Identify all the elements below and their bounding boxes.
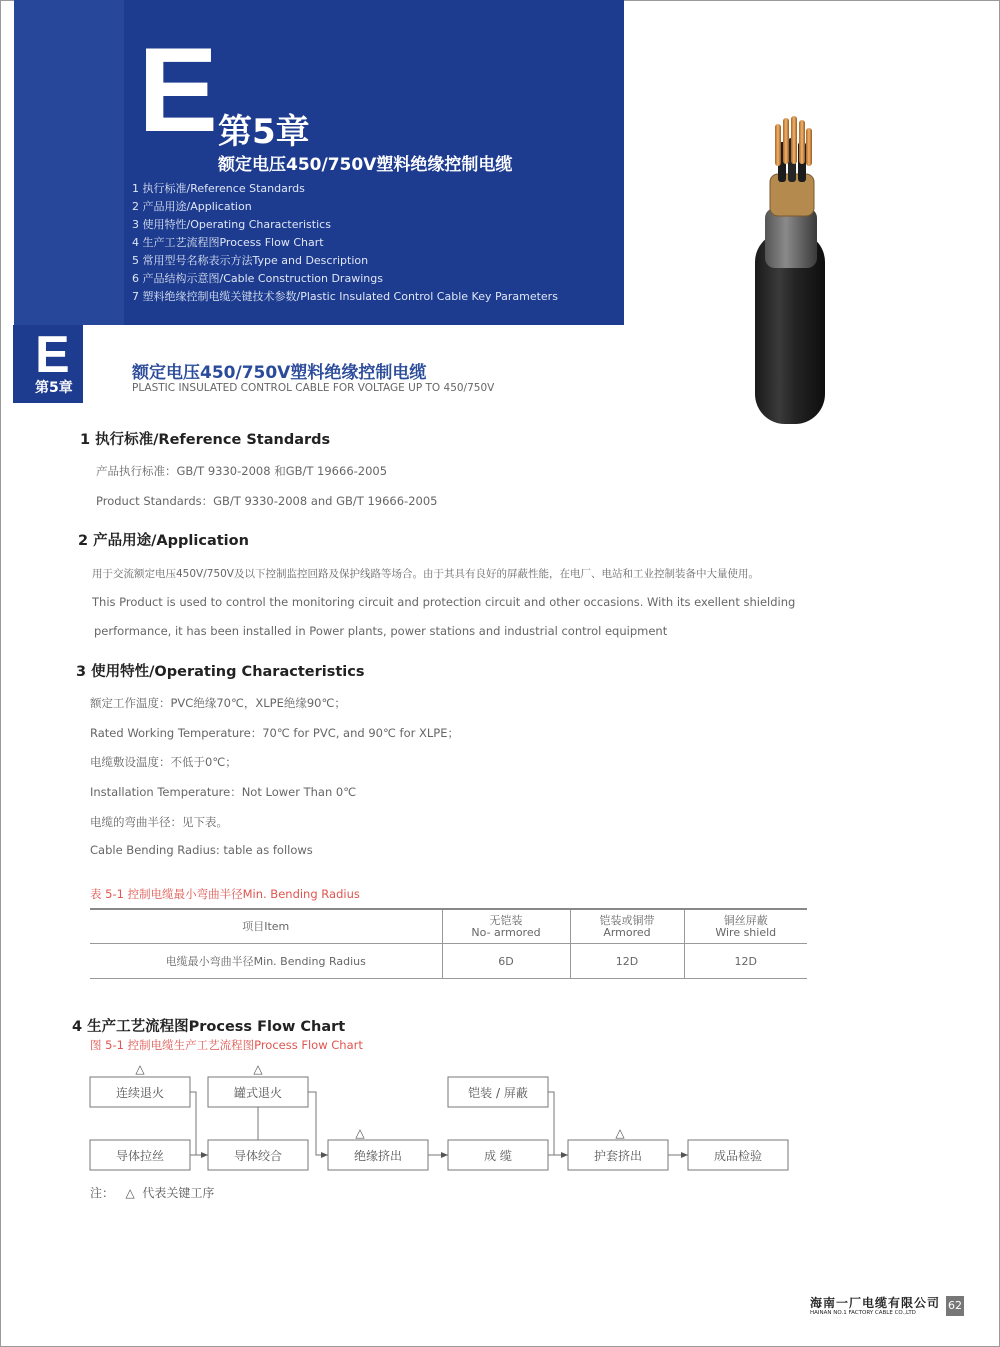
company-name-cn: 海南一厂电缆有限公司 xyxy=(810,1296,941,1310)
table-caption: 表 5-1 控制电缆最小弯曲半径Min. Bending Radius xyxy=(90,887,360,901)
characteristic-line: 电缆的弯曲半径：见下表。 xyxy=(90,815,228,829)
table-row xyxy=(90,944,807,979)
node-insulation-extrusion: 绝缘挤出 xyxy=(353,1149,403,1163)
node-final-inspection: 成品检验 xyxy=(713,1149,763,1163)
company-name-en: HAINAN NO.1 FACTORY CABLE CO.,LTD xyxy=(810,1310,916,1316)
note-prefix: 注： xyxy=(90,1186,115,1200)
toc-item: 2 产品用途/Application xyxy=(132,200,252,213)
chapter-number: 第5章 xyxy=(218,112,310,152)
chapter-title: 额定电压450/750V塑料绝缘控制电缆 xyxy=(218,155,513,175)
characteristic-line: Installation Temperature：Not Lower Than 0℃ xyxy=(90,785,357,799)
node-tank-annealing: 罐式退火 xyxy=(233,1086,283,1100)
node-sheath-extrusion: 护套挤出 xyxy=(593,1149,643,1163)
value-wire-shield: 12D xyxy=(684,944,807,979)
heading-process-flow: 4 生产工艺流程图Process Flow Chart xyxy=(72,1019,346,1035)
flow-connector xyxy=(190,1092,208,1155)
key-process-marker-icon: △ xyxy=(355,1126,365,1140)
node-armoring-shielding: 铠装 / 屏蔽 xyxy=(468,1086,528,1100)
page-number: 62 xyxy=(946,1296,964,1316)
flow-caption: 图 5-1 控制电缆生产工艺流程图Process Flow Chart xyxy=(90,1038,363,1052)
application-line-en-1: This Product is used to control the monitoring circuit and protection circuit and other occasions. With its exellent shielding xyxy=(92,595,796,609)
characteristic-line: 额定工作温度：PVC绝缘70℃，XLPE绝缘90℃； xyxy=(90,696,346,710)
value-no-armored: 6D xyxy=(442,944,570,979)
bending-radius-table xyxy=(90,908,807,979)
characteristic-line: 电缆敷设温度：不低于0℃； xyxy=(90,755,237,769)
toc-item: 7 塑料绝缘控制电缆关键技术参数/Plastic Insulated Control Cable Key Parameters xyxy=(132,290,558,303)
standards-line-cn: 产品执行标准：GB/T 9330-2008 和GB/T 19666-2005 xyxy=(96,464,388,478)
table-of-contents xyxy=(132,180,558,306)
process-flow-chart xyxy=(80,1060,800,1180)
node-conductor-stranding: 导体绞合 xyxy=(233,1149,283,1163)
node-wire-drawing: 导体拉丝 xyxy=(115,1149,165,1163)
side-tab-chapter: 第5章 xyxy=(35,380,73,396)
heading-operating-characteristics: 3 使用特性/Operating Characteristics xyxy=(76,664,365,680)
application-line-cn: 用于交流额定电压450V/750V及以下控制监控回路及保护线路等场合。由于其具有良好的屏蔽性能，在电厂、电站和工业控制装备中大量使用。 xyxy=(92,568,759,580)
row-item: 电缆最小弯曲半径Min. Bending Radius xyxy=(90,944,442,979)
arrow-icon xyxy=(561,1152,568,1158)
key-process-marker-icon: △ xyxy=(135,1062,145,1076)
cable-product-image xyxy=(730,112,850,432)
heading-application: 2 产品用途/Application xyxy=(78,533,249,549)
node-cabling: 成 缆 xyxy=(484,1149,512,1163)
header-wire-shield: 铜丝屏蔽 Wire shield xyxy=(684,909,807,944)
section-title-en: PLASTIC INSULATED CONTROL CABLE FOR VOLTAGE UP TO 450/750V xyxy=(132,382,495,394)
cable-copper-conductors xyxy=(775,116,812,166)
cable-inner-sheath xyxy=(765,208,817,268)
arrow-icon xyxy=(201,1152,208,1158)
standards-line-en: Product Standards：GB/T 9330-2008 and GB/T 19666-2005 xyxy=(96,494,438,508)
flow-connector xyxy=(548,1092,568,1155)
section-title-cn: 额定电压450/750V塑料绝缘控制电缆 xyxy=(132,363,427,383)
heading-reference-standards: 1 执行标准/Reference Standards xyxy=(80,432,331,448)
toc-item: 1 执行标准/Reference Standards xyxy=(132,182,305,195)
application-line-en-2: performance, it has been installed in Power plants, power stations and industrial control equipment xyxy=(94,624,668,638)
characteristic-line: Cable Bending Radius: table as follows xyxy=(90,843,313,857)
key-process-marker-icon: △ xyxy=(615,1126,625,1140)
chapter-letter: E xyxy=(138,23,215,157)
flow-note xyxy=(90,1184,214,1201)
toc-item: 4 生产工艺流程图Process Flow Chart xyxy=(132,236,324,249)
header-no-armored: 无铠装 No- armored xyxy=(442,909,570,944)
node-continuous-annealing: 连续退火 xyxy=(115,1086,165,1100)
chapter-side-tab xyxy=(13,325,83,403)
key-process-marker-icon: △ xyxy=(253,1062,263,1076)
arrow-icon xyxy=(681,1152,688,1158)
header-stripe xyxy=(14,0,124,325)
toc-item: 5 常用型号名称表示方法Type and Description xyxy=(132,254,369,267)
table-header-row xyxy=(90,909,807,944)
value-armored: 12D xyxy=(570,944,684,979)
note-text: 代表关键工序 xyxy=(142,1186,215,1200)
toc-item: 6 产品结构示意图/Cable Construction Drawings xyxy=(132,272,383,285)
flow-connector xyxy=(308,1092,328,1155)
header-item: 项目Item xyxy=(90,909,442,944)
arrow-icon xyxy=(321,1152,328,1158)
side-tab-letter: E xyxy=(35,326,70,384)
header-armored: 铠装或铜带 Armored xyxy=(570,909,684,944)
note-marker-icon: △ xyxy=(125,1186,135,1200)
characteristic-line: Rated Working Temperature：70℃ for PVC, and 90℃ for XLPE； xyxy=(90,726,459,740)
toc-item: 3 使用特性/Operating Characteristics xyxy=(132,218,331,231)
arrow-icon xyxy=(441,1152,448,1158)
